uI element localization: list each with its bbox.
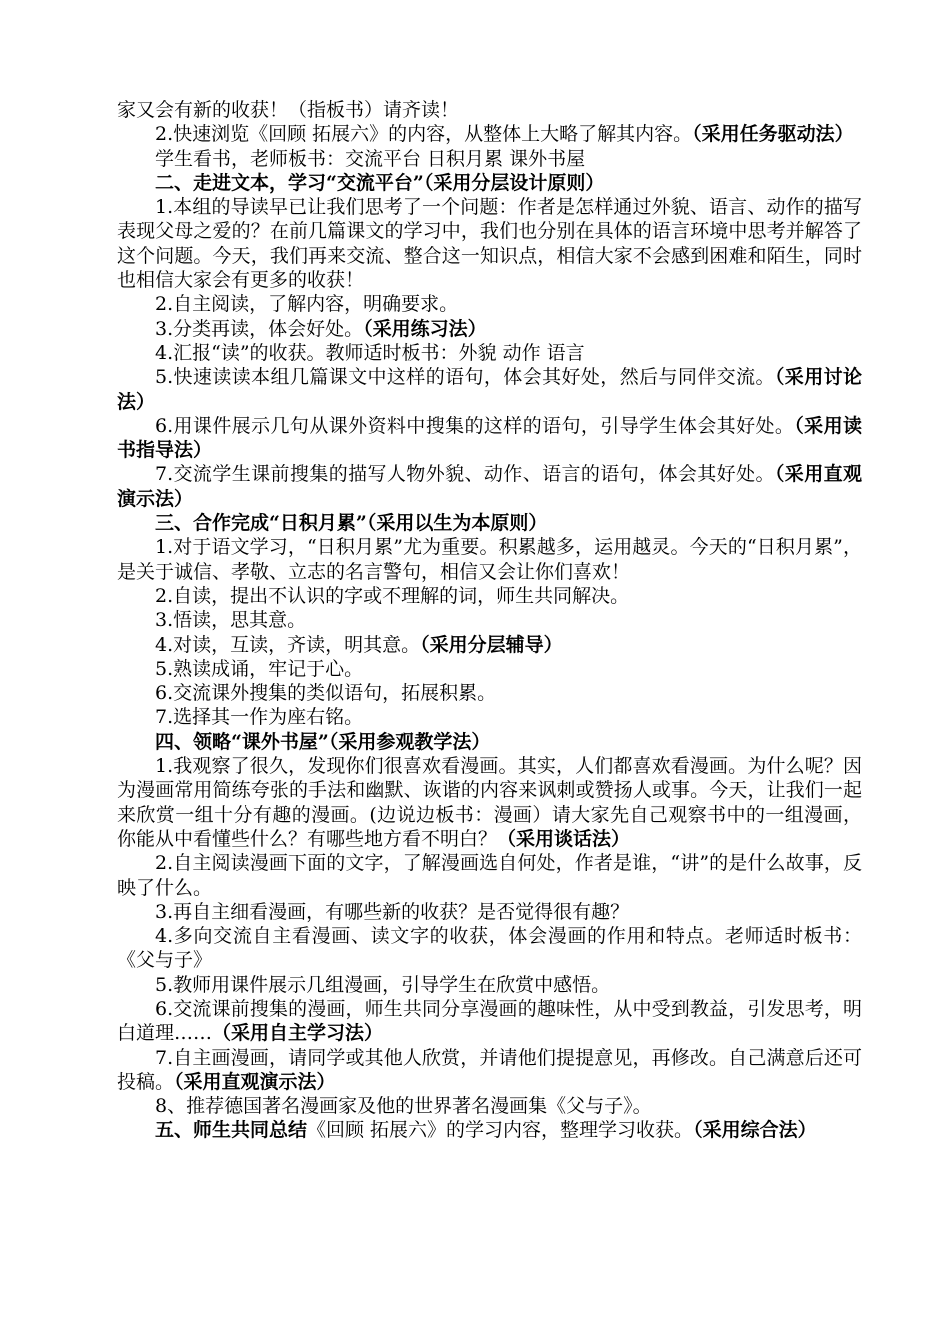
paragraph xyxy=(117,705,862,729)
paragraph-text: 7.交流学生课前搜集的描写人物外貌、动作、语言的语句，体会其好处。 xyxy=(155,463,775,486)
paragraph-text: 1.我观察了很久，发现你们很喜欢看漫画。其实，人们都喜欢看漫画。为什么呢？因为漫画常用简练夸张的手法和幽默、诙谐的内容来讽刺或赞扬人或事。今天，让我们一起来欣赏一组十分有趣的漫画。(边说边板书：漫画）请大家先自己观察书中的一组漫画，你能从中看懂些什么？有哪些地方看不明白？ xyxy=(117,755,862,850)
paragraph xyxy=(117,1046,862,1095)
paragraph-text: 4.汇报“读”的收获。教师适时板书：外貌 动作 语言 xyxy=(155,341,585,364)
paragraph-text: 四、领略“课外书屋”（采用参观教学法） xyxy=(155,730,491,753)
paragraph xyxy=(117,657,862,681)
method-note: （采用讨论法） xyxy=(117,366,862,413)
paragraph-text: 4.多向交流自主看漫画、读文字的收获，体会漫画的作用和特点。老师适时板书：《父与子》 xyxy=(117,925,862,972)
paragraph-text: 2.自主阅读，了解内容，明确要求。 xyxy=(155,293,459,316)
paragraph xyxy=(117,317,862,341)
paragraph-text: 6.交流课外搜集的类似语句，拓展积累。 xyxy=(155,682,497,705)
method-note: （采用分层辅导） xyxy=(420,633,563,656)
paragraph-text: 2.快速浏览《回顾 拓展六》的内容，从整体上大略了解其内容。 xyxy=(155,123,693,146)
paragraph-text: 5.教师用课件展示几组漫画，引导学生在欣赏中感悟。 xyxy=(155,973,611,996)
paragraph-text: 7.选择其一作为座右铭。 xyxy=(155,706,364,729)
paragraph-text: 2.自主阅读漫画下面的文字，了解漫画选自何处，作者是谁，“讲”的是什么故事，反映了什么。 xyxy=(117,852,862,899)
section-heading xyxy=(117,730,862,754)
paragraph-text: 4.对读，互读，齐读，明其意。 xyxy=(155,633,421,656)
paragraph xyxy=(117,341,862,365)
paragraph-text: 7.自主画漫画，请同学或其他人欣赏，并请他们提提意见，再修改。自己满意后还可投稿。 xyxy=(117,1046,862,1093)
paragraph xyxy=(117,681,862,705)
paragraph xyxy=(117,754,862,851)
section-heading xyxy=(117,171,862,195)
method-note: （采用谈话法） xyxy=(497,827,631,850)
method-note: （采用直观演示法） xyxy=(174,1070,336,1093)
paragraph-text: 5.快速读读本组几篇课文中这样的语句，体会其好处，然后与同伴交流。 xyxy=(155,366,775,389)
paragraph-text: 3.分类再读，体会好处。 xyxy=(155,317,364,340)
section-heading xyxy=(117,511,862,535)
paragraph xyxy=(117,997,862,1046)
paragraph xyxy=(117,608,862,632)
paragraph-text: 学生看书，老师板书：交流平台 日积月累 课外书屋 xyxy=(155,147,586,170)
paragraph xyxy=(117,414,862,463)
paragraph xyxy=(117,292,862,316)
paragraph-text: 1.对于语文学习，“日积月累”尤为重要。积累越多，运用越灵。今天的“日积月累”，是关于诚信、孝敬、立志的名言警句，相信又会让你们喜欢！ xyxy=(117,536,862,583)
paragraph-text: 2.自读，提出不认识的字或不理解的词，师生共同解决。 xyxy=(155,584,630,607)
paragraph xyxy=(117,973,862,997)
paragraph xyxy=(117,851,862,900)
paragraph-text: 1.本组的导读早已让我们思考了一个问题：作者是怎样通过外貌、语言、动作的描写表现父母之爱的？在前几篇课文的学习中，我们也分别在具体的语言环境中思考并解答了这个问题。今天，我们再来交流、整合这一知识点，相信大家不会感到困难和陌生，同时也相信大家会有更多的收获！ xyxy=(117,196,862,292)
paragraph-text: 三、合作完成“日积月累”（采用以生为本原则） xyxy=(155,512,548,535)
paragraph-tail: 《回顾 拓展六》的学习内容，整理学习收获。 xyxy=(307,1119,694,1142)
section-heading xyxy=(117,1118,862,1142)
paragraph-text: 3.再自主细看漫画，有哪些新的收获？是否觉得很有趣？ xyxy=(155,900,630,923)
method-note: （采用练习法） xyxy=(363,317,487,340)
paragraph-text: 家又会有新的收获！（指板书）请齐读！ xyxy=(117,99,460,121)
paragraph-text: 3.悟读，思其意。 xyxy=(155,609,307,632)
paragraph xyxy=(117,98,862,122)
paragraph xyxy=(117,535,862,584)
paragraph xyxy=(117,365,862,414)
paragraph-text: 5.熟读成诵，牢记于心。 xyxy=(155,657,364,680)
method-note: （采用读书指导法） xyxy=(117,414,862,462)
method-note: （采用直观演示法） xyxy=(117,463,862,510)
paragraph xyxy=(117,147,862,171)
paragraph xyxy=(117,900,862,924)
paragraph-text: 6.用课件展示几句从课外资料中搜集的这样的语句，引导学生体会其好处。 xyxy=(155,414,795,437)
paragraph-text: 二、走进文本，学习“交流平台”（采用分层设计原则） xyxy=(155,171,605,194)
paragraph-text: 五、师生共同总结 xyxy=(155,1119,308,1142)
paragraph-text: 6.交流课前搜集的漫画，师生共同分享漫画的趣味性，从中受到教益，引发思考，明白道理…… xyxy=(117,997,862,1045)
paragraph xyxy=(117,462,862,511)
method-note: （采用综合法） xyxy=(693,1119,817,1142)
paragraph xyxy=(117,122,862,146)
paragraph xyxy=(117,633,862,657)
paragraph xyxy=(117,924,862,973)
paragraph xyxy=(117,195,862,292)
paragraph xyxy=(117,584,862,608)
paragraph xyxy=(117,1094,862,1118)
method-note: （采用自主学习法） xyxy=(212,1022,384,1045)
paragraph-text: 8、推荐德国著名漫画家及他的世界著名漫画集《父与子》。 xyxy=(155,1095,652,1118)
method-note: （采用任务驱动法） xyxy=(692,123,854,146)
